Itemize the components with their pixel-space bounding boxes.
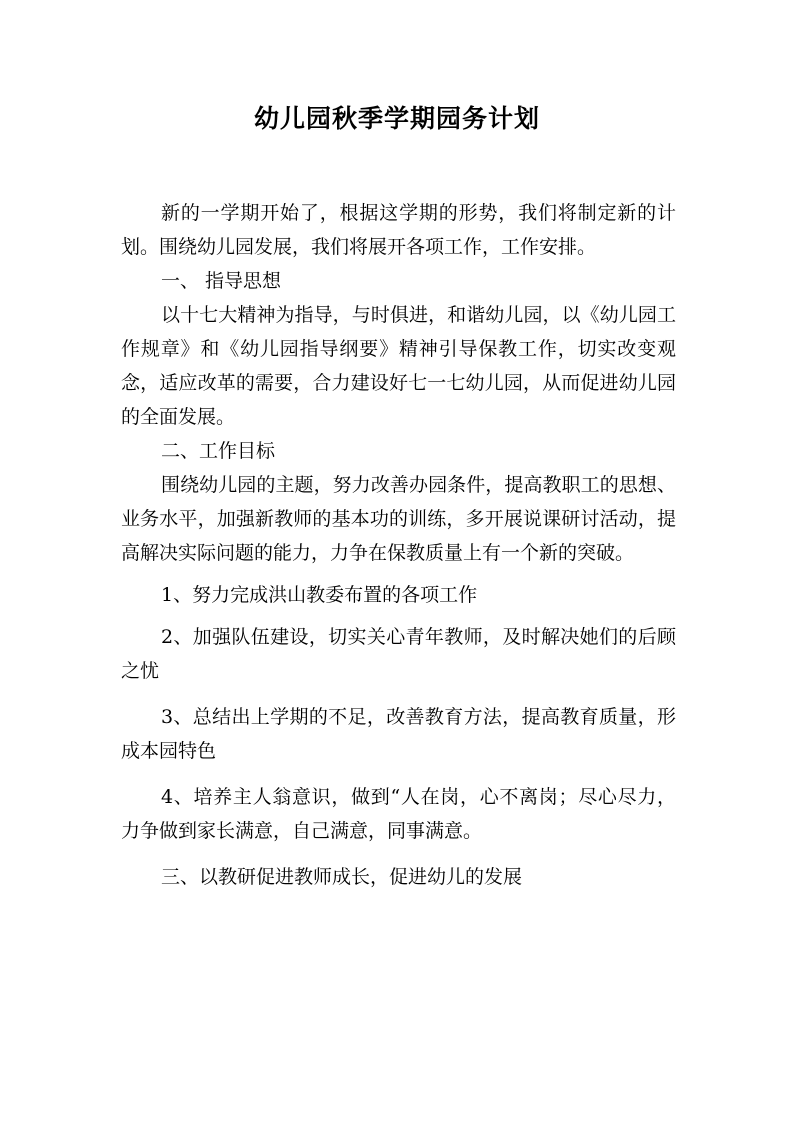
goal-item-2: 2、加强队伍建设，切实关心青年教师，及时解决她们的后顾之忧 — [121, 626, 676, 682]
document-body — [121, 196, 676, 894]
document-title: 幼儿园秋季学期园务计划 — [253, 104, 540, 133]
goal-item-1: 1、努力完成洪山教委布置的各项工作 — [161, 584, 478, 606]
goal-item-3: 3、总结出上学期的不足，改善教育方法，提高教育质量，形成本园特色 — [121, 706, 676, 762]
section-heading-guiding-ideology: 一、 指导思想 — [161, 270, 282, 292]
section-heading-work-goals: 二、工作目标 — [161, 440, 276, 462]
goal-item-4: 4、培养主人翁意识，做到“人在岗，心不离岗；尽心尽力，力争做到家长满意，自己满意，同事满意。 — [121, 786, 676, 842]
guiding-ideology-paragraph: 以十七大精神为指导，与时俱进，和谐幼儿园，以《幼儿园工作规章》和《幼儿园指导纲要》精神引导保教工作，切实改变观念，适应改革的需要，合力建设好七一七幼儿园，从而促进幼儿园的全面发展。 — [121, 304, 676, 428]
section-heading-teaching-research: 三、以教研促进教师成长，促进幼儿的发展 — [161, 866, 523, 888]
intro-paragraph: 新的一学期开始了，根据这学期的形势，我们将制定新的计划。围绕幼儿园发展，我们将展开各项工作，工作安排。 — [121, 202, 676, 258]
work-goals-paragraph: 围绕幼儿园的主题，努力改善办园条件，提高教职工的思想、业务水平，加强新教师的基本功的训练，多开展说课研讨活动，提高解决实际问题的能力，力争在保教质量上有一个新的突破。 — [121, 474, 676, 564]
